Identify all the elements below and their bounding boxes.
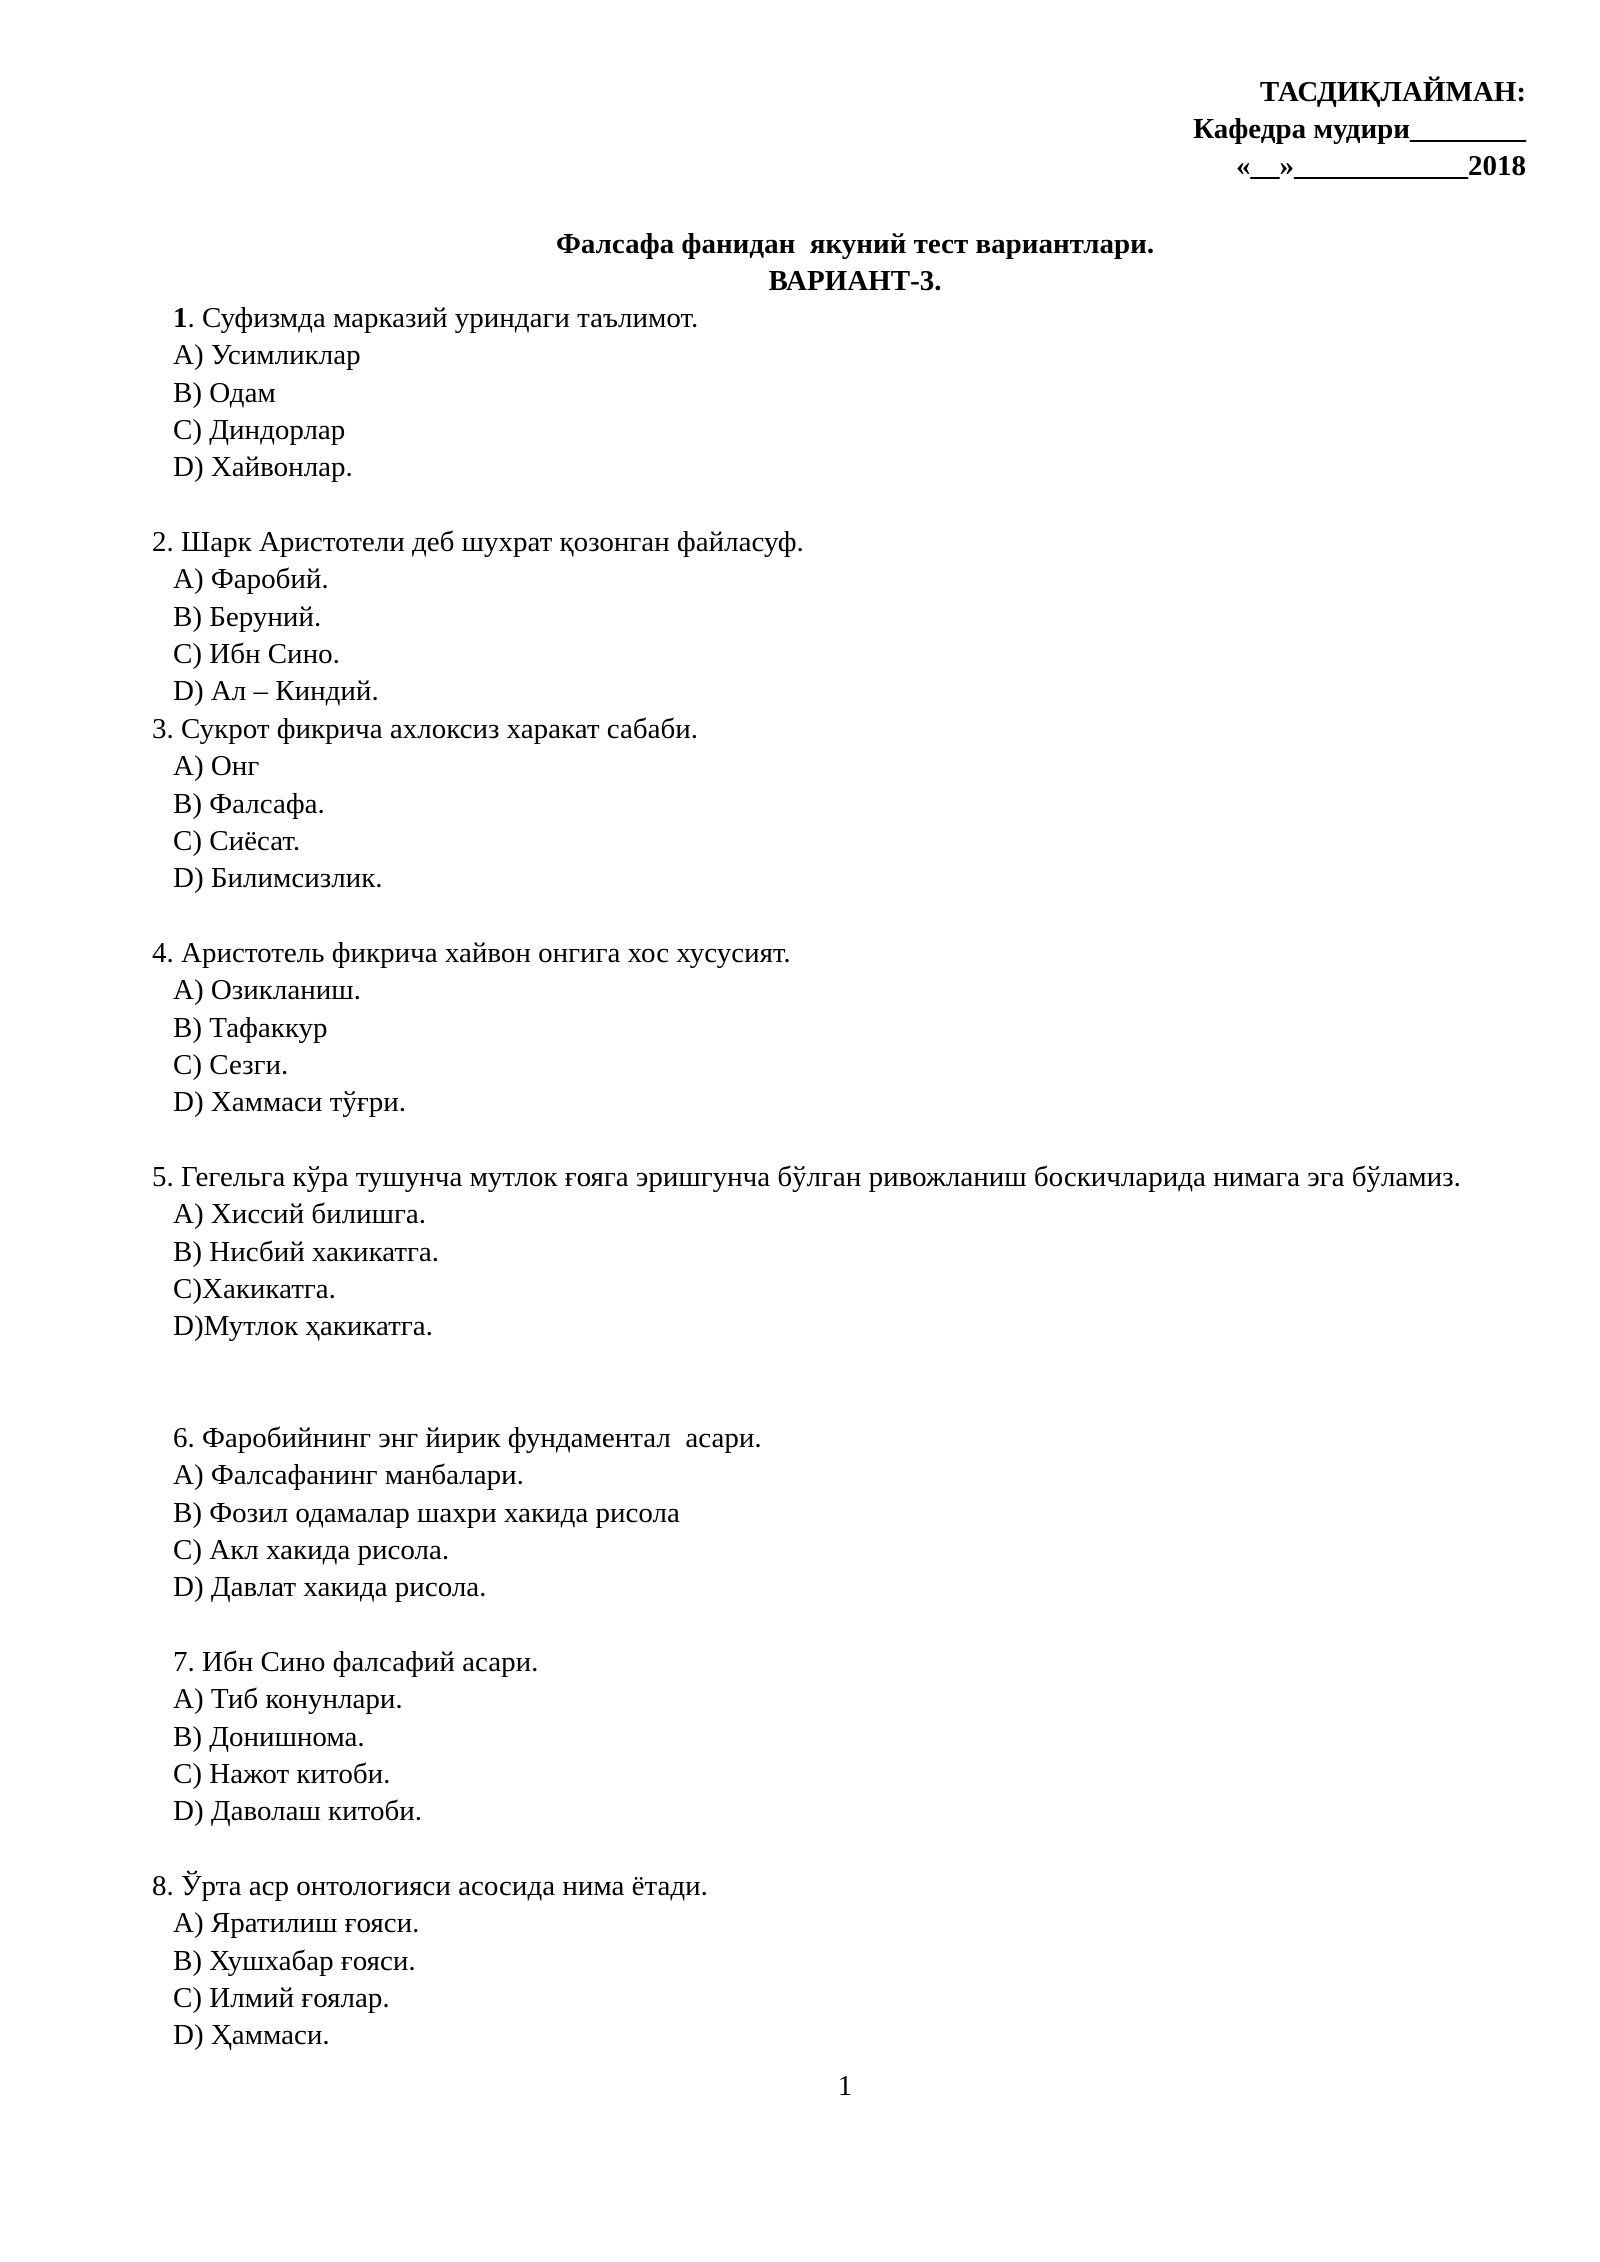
option-c: C) Акл хакида рисола.: [173, 1533, 450, 1566]
option-b: B) Одам: [173, 376, 276, 409]
document-title: Фалсафа фанидан якуний тест вариантлари.: [555, 228, 1155, 260]
question-2: [152, 524, 1492, 710]
option-b: B) Тафаккур: [173, 1011, 328, 1044]
question-text: 6. Фаробийнинг энг йирик фундаментал асари.: [173, 1422, 762, 1454]
option-d: D) Ал – Киндий.: [173, 675, 379, 708]
question-6: [152, 1420, 1492, 1606]
option-b: B) Нисбий хакикатга.: [173, 1235, 440, 1268]
option-c: C) Сиёсат.: [173, 824, 301, 857]
question-8: [152, 1868, 1492, 2054]
option-d: D) Даволаш китоби.: [173, 1795, 422, 1828]
question-text: 4. Аристотель фикрича хайвон онгига хос хусусият.: [152, 937, 791, 969]
question-text: 5. Гегельга кўра тушунча мутлок ғояга эришгунча бўлган ривожланиш боскичларида нимага эга бўламиз.: [152, 1161, 1461, 1193]
option-a: A) Фалсафанинг манбалари.: [173, 1459, 524, 1492]
option-c: C) Ибн Сино.: [173, 637, 340, 670]
option-a: A) Усимликлар: [173, 339, 361, 372]
option-d: D)Мутлок ҳакикатга.: [173, 1310, 433, 1343]
page-number: 1: [837, 2070, 853, 2102]
option-a: A) Тиб конунлари.: [173, 1683, 403, 1716]
option-b: B) Донишнома.: [173, 1720, 365, 1753]
option-b: B) Беруний.: [173, 600, 322, 633]
question-text: 2. Шарк Аристотели деб шухрат қозонган файласуф.: [152, 526, 804, 558]
question-number: 1: [173, 302, 188, 334]
question-text: 8. Ўрта аср онтологияси асосида нима ётади.: [152, 1870, 708, 1902]
option-a: A) Фаробий.: [173, 563, 329, 596]
approval-date: «__»____________2018: [1236, 150, 1526, 182]
question-text: 1. Суфизмда марказий уриндаги таълимот.: [173, 302, 699, 334]
option-a: A) Яратилиш ғояси.: [173, 1907, 420, 1940]
question-7: [152, 1644, 1492, 1830]
option-d: D) Ҳаммаси.: [173, 2019, 330, 2052]
approval-head-of-department: Кафедра мудири________: [1193, 113, 1526, 145]
question-5: [152, 1159, 1492, 1345]
variant-label: ВАРИАНТ-3.: [768, 265, 942, 297]
option-d: D) Билимсизлик.: [173, 862, 383, 895]
option-b: B) Фалсафа.: [173, 787, 325, 820]
option-a: A) Озикланиш.: [173, 974, 361, 1007]
option-a: A) Хиссий билишга.: [173, 1198, 426, 1231]
option-d: D) Давлат хакида рисола.: [173, 1571, 487, 1604]
option-c: C)Хакикатга.: [173, 1272, 336, 1305]
option-c: C) Нажот китоби.: [173, 1757, 391, 1790]
question-4: [152, 935, 1492, 1121]
question-text: 7. Ибн Сино фалсафий асари.: [173, 1646, 539, 1678]
approval-title: ТАСДИҚЛАЙМАН:: [1259, 76, 1526, 108]
option-a: A) Онг: [173, 750, 260, 783]
option-c: C) Сезги.: [173, 1048, 289, 1081]
document-heading: [0, 226, 1600, 300]
approval-block: [1193, 74, 1526, 185]
option-d: D) Хайвонлар.: [173, 451, 353, 484]
question-3: [152, 711, 1492, 897]
option-b: B) Фозил одамалар шахри хакида рисола: [173, 1496, 680, 1529]
option-c: C) Илмий ғоялар.: [173, 1981, 390, 2014]
option-c: C) Диндорлар: [173, 413, 346, 446]
question-1: [152, 300, 1492, 486]
question-text: 3. Сукрот фикрича ахлоксиз харакат сабаби.: [152, 713, 698, 745]
option-d: D) Хаммаси тўғри.: [173, 1086, 407, 1119]
option-b: B) Хушхабар ғояси.: [173, 1944, 416, 1977]
